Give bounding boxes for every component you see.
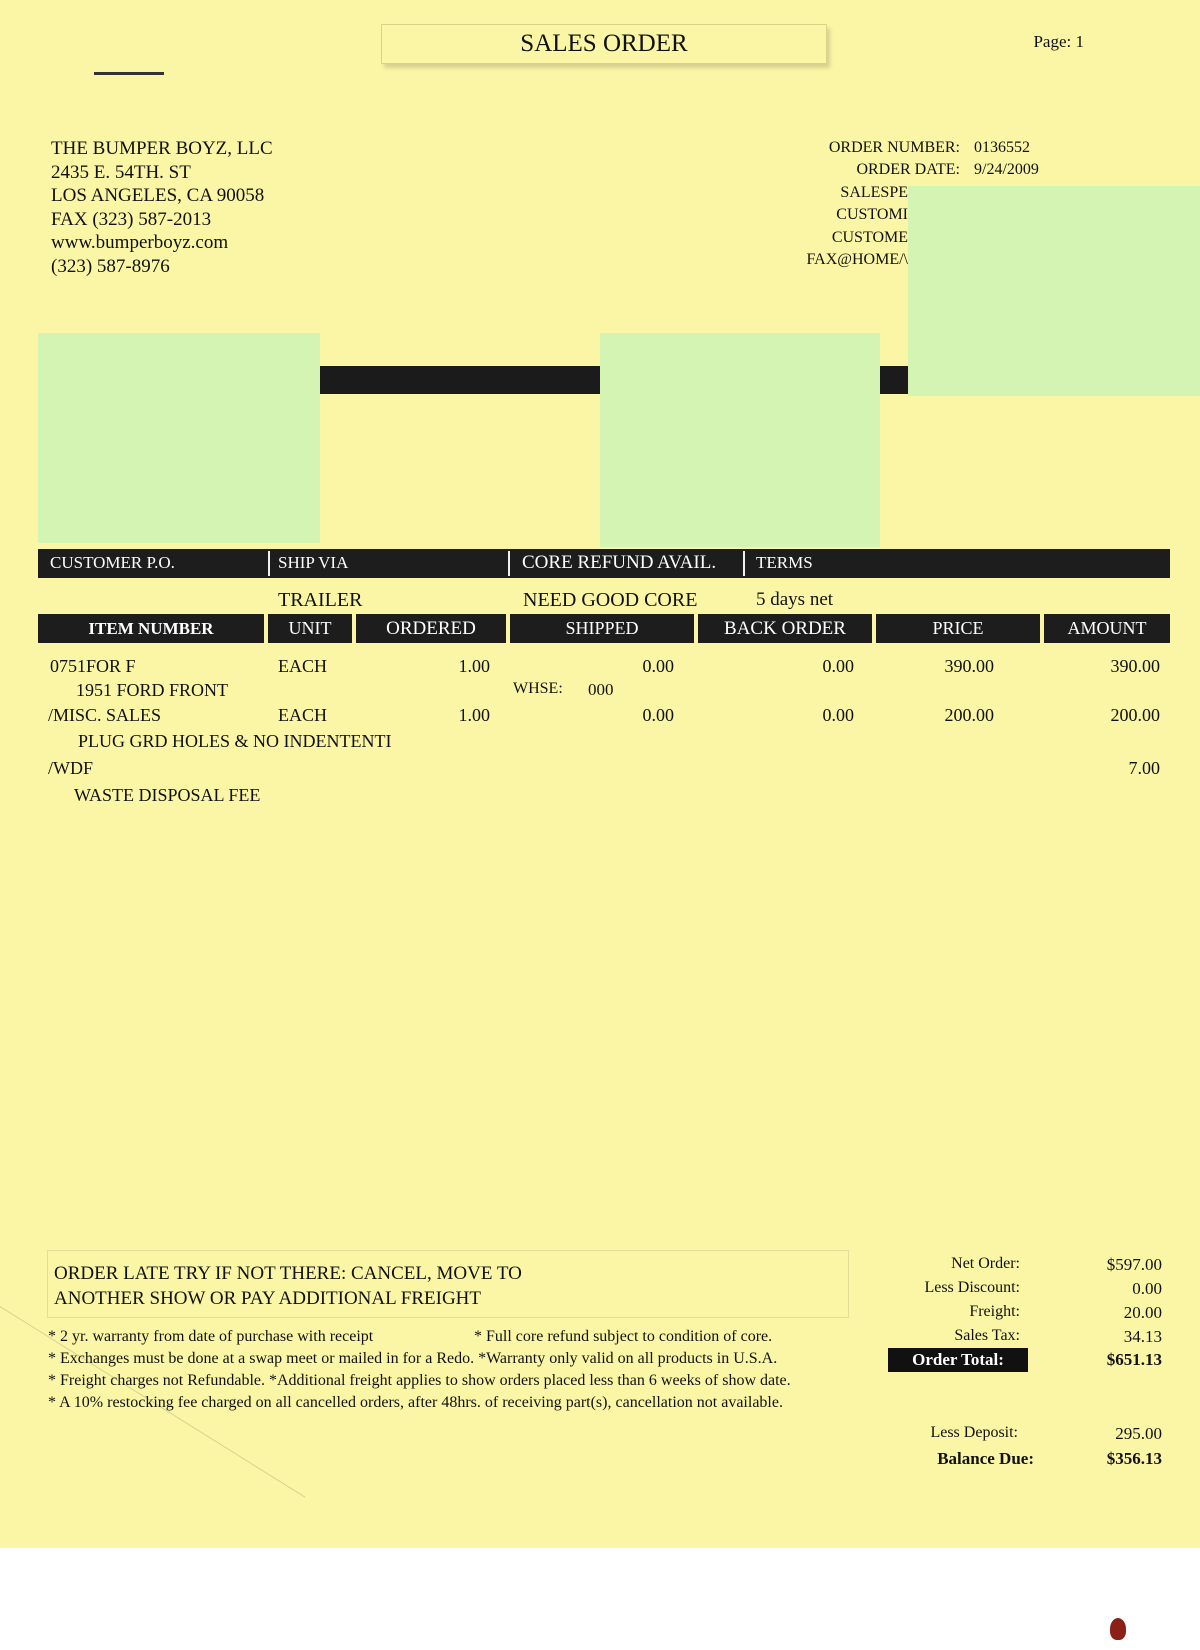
freight-value: 20.00 [1123, 1303, 1162, 1322]
sales-tax-value: 34.13 [1123, 1327, 1162, 1346]
item-back-order: 0.00 [822, 705, 854, 725]
item-description: 1951 FORD FRONT [76, 680, 229, 700]
freight-label: Freight: [969, 1303, 1020, 1320]
redaction-bar-right [880, 366, 910, 394]
redaction-sticker-customer-info [908, 186, 1200, 396]
company-city: LOS ANGELES, CA 90058 [51, 185, 265, 206]
fine-print-warranty: * 2 yr. warranty from date of purchase with receipt [48, 1328, 374, 1345]
item-unit: EACH [278, 705, 327, 725]
col-back-order: BACK ORDER [698, 614, 872, 643]
balance-due-value: $356.13 [1106, 1449, 1162, 1468]
col-ordered: ORDERED [356, 614, 506, 643]
company-address-block [51, 137, 273, 278]
item-price: 390.00 [944, 656, 994, 676]
col-price: PRICE [876, 614, 1040, 643]
order-date-label: ORDER DATE: [856, 161, 960, 178]
fax-home-label: FAX@HOME/\ [806, 251, 908, 268]
fine-print-restocking: * A 10% restocking fee charged on all cancelled orders, after 48hrs. of receiving part(s), cancellation not available. [48, 1394, 783, 1411]
company-website: www.bumperboyz.com [51, 232, 229, 253]
item-amount: 200.00 [1110, 705, 1160, 725]
company-name: THE BUMPER BOYZ, LLC [51, 138, 273, 159]
redaction-bar-left [318, 366, 600, 394]
sales-tax-label: Sales Tax: [954, 1327, 1020, 1344]
col-shipped: SHIPPED [510, 614, 694, 643]
col-item-number: ITEM NUMBER [38, 614, 264, 643]
customer-label-2: CUSTOME [831, 229, 908, 246]
header-divider [268, 551, 270, 576]
item-number: /MISC. SALES [48, 705, 162, 725]
fine-print-freight: * Freight charges not Refundable. *Additional freight applies to show orders placed less than 6 weeks of show date. [48, 1372, 791, 1389]
item-ordered: 1.00 [458, 656, 490, 676]
order-number-label: ORDER NUMBER: [828, 139, 960, 156]
document-title: SALES ORDER [381, 24, 827, 64]
salesperson-label: SALESPE [840, 184, 908, 201]
col-unit: UNIT [268, 614, 352, 643]
item-unit: EACH [278, 656, 327, 676]
warehouse-code: 000 [588, 680, 614, 699]
core-refund-value: NEED GOOD CORE [523, 589, 698, 611]
item-shipped: 0.00 [642, 705, 674, 725]
item-ordered: 1.00 [458, 705, 490, 725]
info-header-bar [38, 549, 1170, 578]
header-divider [743, 551, 745, 576]
fine-print-core: * Full core refund subject to condition of core. [474, 1328, 773, 1345]
item-shipped: 0.00 [642, 656, 674, 676]
ship-via-value: TRAILER [278, 589, 363, 611]
ink-spot [1110, 1618, 1126, 1640]
company-street: 2435 E. 54TH. ST [51, 161, 191, 183]
fine-print-exchanges: * Exchanges must be done at a swap meet or mailed in for a Redo. *Warranty only valid on all products in U.S.A. [48, 1350, 778, 1367]
warehouse-label: WHSE: [513, 680, 563, 697]
col-amount: AMOUNT [1044, 614, 1170, 643]
balance-due-label: Balance Due: [937, 1449, 1034, 1468]
order-note-line2: ANOTHER SHOW OR PAY ADDITIONAL FREIGHT [54, 1288, 481, 1309]
ship-via-header: SHIP VIA [278, 553, 349, 572]
order-number: 0136552 [974, 139, 1030, 156]
terms-fine-print [48, 1326, 791, 1414]
customer-po-header: CUSTOMER P.O. [50, 553, 175, 572]
item-amount: 7.00 [1128, 758, 1160, 778]
core-refund-header: CORE REFUND AVAIL. [522, 552, 717, 573]
page-indicator [1033, 32, 1084, 52]
order-date: 9/24/2009 [974, 161, 1039, 178]
order-total-value: $651.13 [1106, 1350, 1162, 1369]
less-discount-value: 0.00 [1132, 1279, 1162, 1298]
net-order-value: $597.00 [1106, 1255, 1162, 1274]
redaction-sticker-shipto [600, 333, 880, 547]
less-deposit-label: Less Deposit: [930, 1424, 1018, 1441]
item-description: WASTE DISPOSAL FEE [74, 785, 261, 805]
item-description: PLUG GRD HOLES & NO INDENTENTI [78, 731, 392, 751]
page-number: 1 [1075, 32, 1084, 51]
page-label: Page: [1033, 32, 1072, 51]
item-number: 0751FOR F [50, 656, 136, 676]
order-notes [54, 1261, 522, 1311]
item-price: 200.00 [944, 705, 994, 725]
order-note-line1: ORDER LATE TRY IF NOT THERE: CANCEL, MOVE TO [54, 1263, 522, 1284]
pen-mark [94, 72, 164, 75]
less-deposit-value: 295.00 [1115, 1424, 1162, 1443]
net-order-label: Net Order: [951, 1255, 1020, 1272]
item-amount: 390.00 [1110, 656, 1160, 676]
order-total-label: Order Total: [888, 1348, 1028, 1372]
terms-value: 5 days net [756, 589, 834, 610]
terms-header: TERMS [756, 553, 813, 572]
redaction-sticker-billto [38, 333, 320, 543]
item-back-order: 0.00 [822, 656, 854, 676]
company-phone: (323) 587-8976 [51, 255, 170, 277]
item-number: /WDF [48, 758, 93, 778]
less-discount-label: Less Discount: [924, 1279, 1020, 1296]
company-fax: FAX (323) 587-2013 [51, 208, 212, 230]
customer-label-1: CUSTOMI [836, 206, 908, 223]
header-divider [508, 551, 510, 576]
